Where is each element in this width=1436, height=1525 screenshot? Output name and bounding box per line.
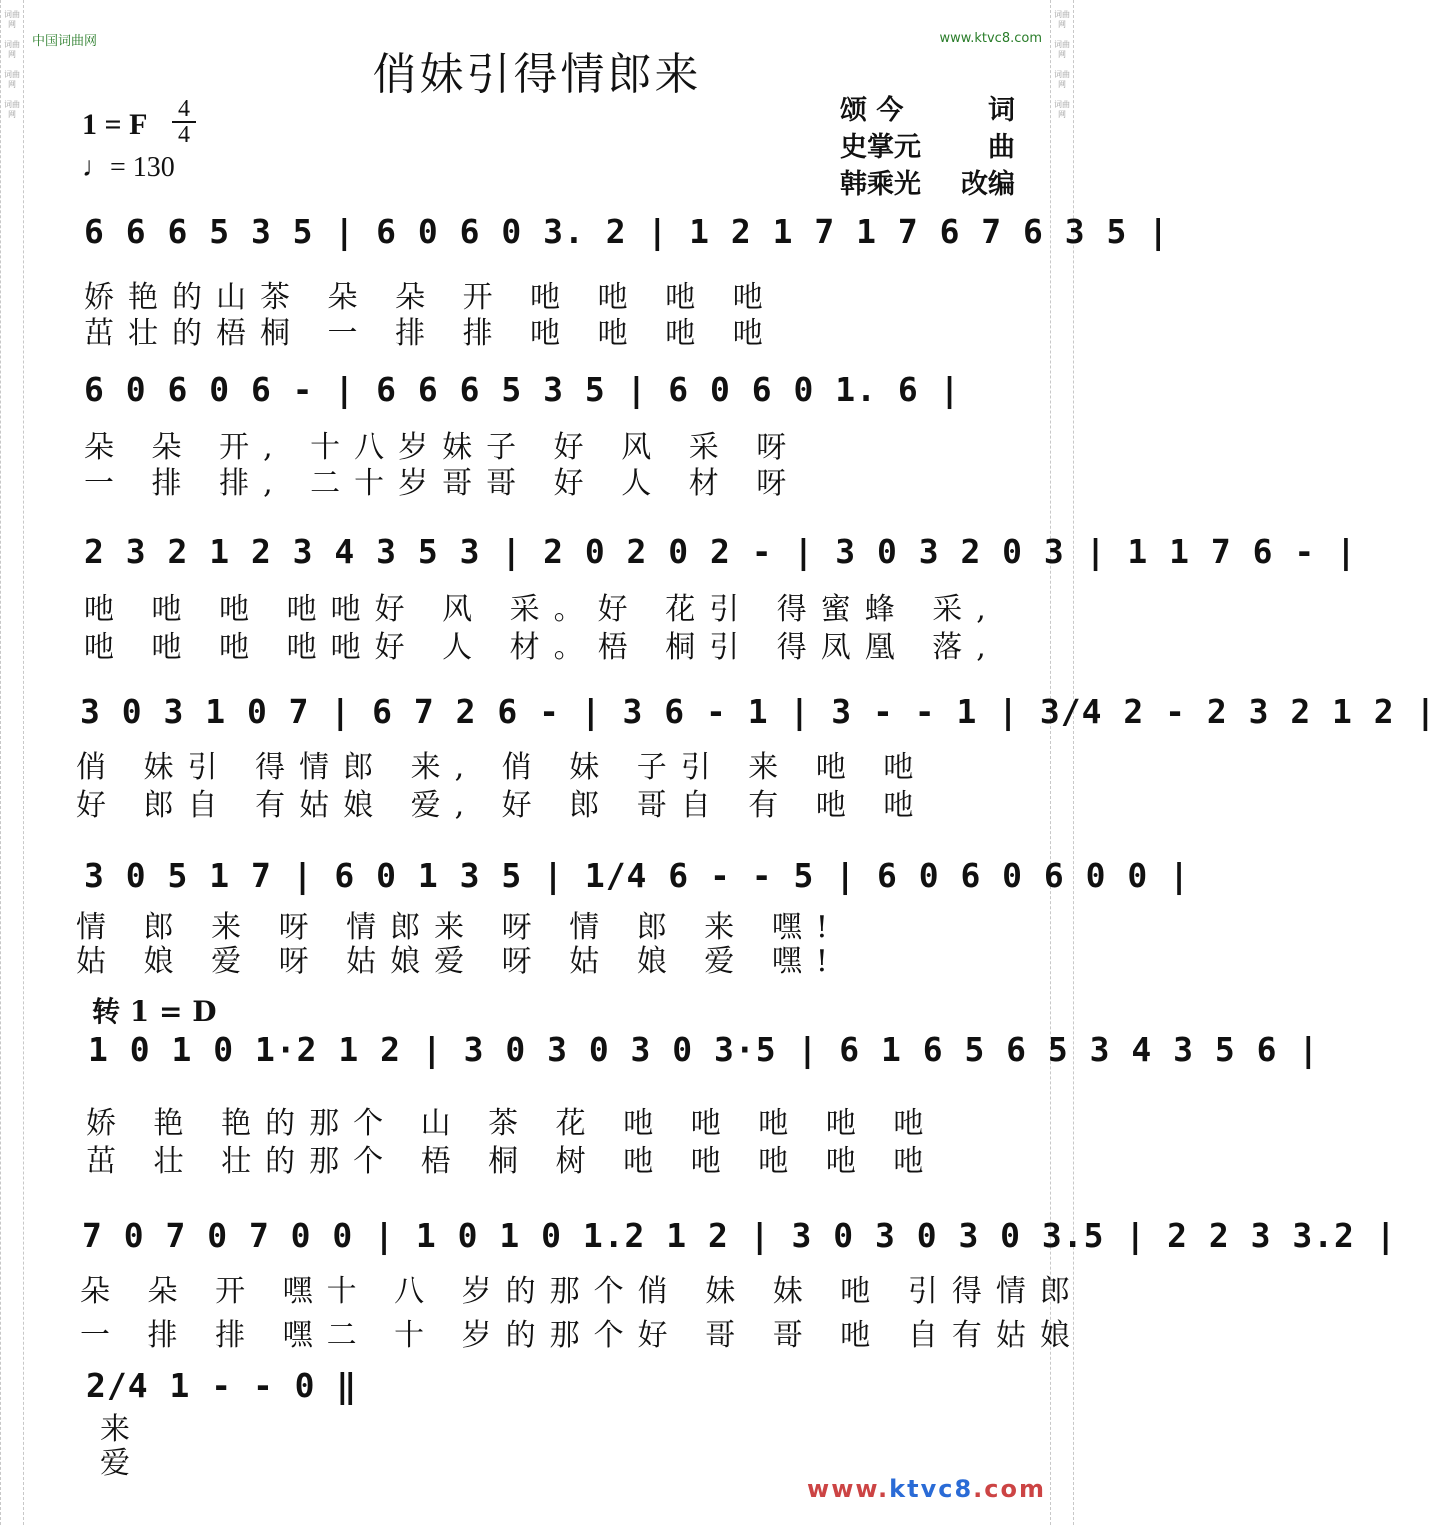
key-signature: 1 = F <box>82 108 148 141</box>
side-label: 词曲网 <box>4 70 20 89</box>
credit-lyricist: 颂 今 词 <box>840 95 1015 126</box>
lyric-verse-2: 吔 吔 吔 吔吔好 人 材。梧 桐引 得凤凰 落, <box>84 630 1000 665</box>
lyric-verse-1: 俏 妹引 得情郎 来, 俏 妹 子引 来 吔 吔 <box>76 750 928 785</box>
notes: 2/4 1 - - 0 ‖ <box>86 1366 358 1405</box>
lyric-verse-1: 来 <box>100 1412 144 1447</box>
tempo-marking: ♩= 130 <box>82 152 175 183</box>
lyric-verse-2: 一 排 排 嘿二 十 岁的那个好 哥 哥 吔 自有姑娘 <box>80 1318 1084 1353</box>
notes: 2 3 2 1 2 3 4 3 5 3 | 2 0 2 0 2 - | 3 0 3 2 0 3 | 1 1 7 6 - | <box>84 532 1357 571</box>
credit-composer: 史掌元 曲 <box>840 132 1015 163</box>
lyric-verse-2: 一 排 排, 二十岁哥哥 好 人 材 呀 <box>84 466 801 501</box>
song-title: 俏妹引得情郎来 <box>372 49 702 100</box>
time-top: 4 <box>178 96 190 122</box>
side-label: 词曲网 <box>1054 100 1070 119</box>
side-label: 词曲网 <box>4 40 20 59</box>
notes: 1 0 1 0 1·2 1 2 | 3 0 3 0 3 0 3·5 | 6 1 6 5 6 5 3 4 3 5 6 | <box>88 1030 1320 1069</box>
time-bottom: 4 <box>178 122 190 148</box>
watermark-url: www.ktvc8.com <box>807 1475 1046 1503</box>
time-signature <box>172 98 196 146</box>
lyric-verse-1: 娇 艳 艳的那个 山 茶 花 吔 吔 吔 吔 吔 <box>86 1106 938 1141</box>
lyric-verse-2: 好 郎自 有姑娘 爱, 好 郎 哥自 有 吔 吔 <box>76 788 928 823</box>
lyric-verse-2: 茁 壮 壮的那个 梧 桐 树 吔 吔 吔 吔 吔 <box>86 1144 938 1179</box>
lyric-verse-1: 朵 朵 开 嘿十 八 岁的那个俏 妹 妹 吔 引得情郎 <box>80 1274 1084 1309</box>
lyric-verse-1: 娇艳的山茶 朵 朵 开 吔 吔 吔 吔 <box>84 280 777 315</box>
side-label: 词曲网 <box>4 100 20 119</box>
credit-arranger: 韩乘光 改编 <box>840 169 1015 200</box>
credits <box>840 92 1015 203</box>
side-label: 词曲网 <box>4 10 20 29</box>
lyric-verse-1: 朵 朵 开, 十八岁妹子 好 风 采 呀 <box>84 430 801 465</box>
site-name-left[interactable]: 中国词曲网 <box>32 34 98 49</box>
notes: 6 6 6 5 3 5 | 6 0 6 0 3. 2 | 1 2 1 7 1 7 6 7 6 3 5 | <box>84 212 1170 251</box>
lyric-verse-2: 姑 娘 爱 呀 姑娘爱 呀 姑 娘 爱 嘿! <box>76 944 842 979</box>
notes: 6 0 6 0 6 - | 6 6 6 5 3 5 | 6 0 6 0 1. 6 | <box>84 370 961 409</box>
notes: 3 0 5 1 7 | 6 0 1 3 5 | 1/4 6 - - 5 | 6 0 6 0 6 0 0 | <box>84 856 1190 895</box>
left-border <box>0 0 24 1525</box>
key-change: 转 1 = D <box>92 995 217 1028</box>
lyric-verse-1: 吔 吔 吔 吔吔好 风 采。好 花引 得蜜蜂 采, <box>84 592 1000 627</box>
lyric-verse-1: 情 郎 来 呀 情郎来 呀 情 郎 来 嘿! <box>76 910 842 945</box>
site-url-right[interactable]: www.ktvc8.com <box>939 31 1042 46</box>
notes: 3 0 3 1 0 7 | 6 7 2 6 - | 3 6 - 1 | 3 - - 1 | 3/4 2 - 2 3 2 1 2 | <box>80 692 1436 731</box>
side-label: 词曲网 <box>1054 10 1070 29</box>
lyric-verse-2: 爱 <box>100 1446 144 1481</box>
lyric-verse-2: 茁壮的梧桐 一 排 排 吔 吔 吔 吔 <box>84 316 777 351</box>
notes: 7 0 7 0 7 0 0 | 1 0 1 0 1.2 1 2 | 3 0 3 0 3 0 3.5 | 2 2 3 3.2 | <box>82 1216 1397 1255</box>
side-label: 词曲网 <box>1054 70 1070 89</box>
side-label: 词曲网 <box>1054 40 1070 59</box>
